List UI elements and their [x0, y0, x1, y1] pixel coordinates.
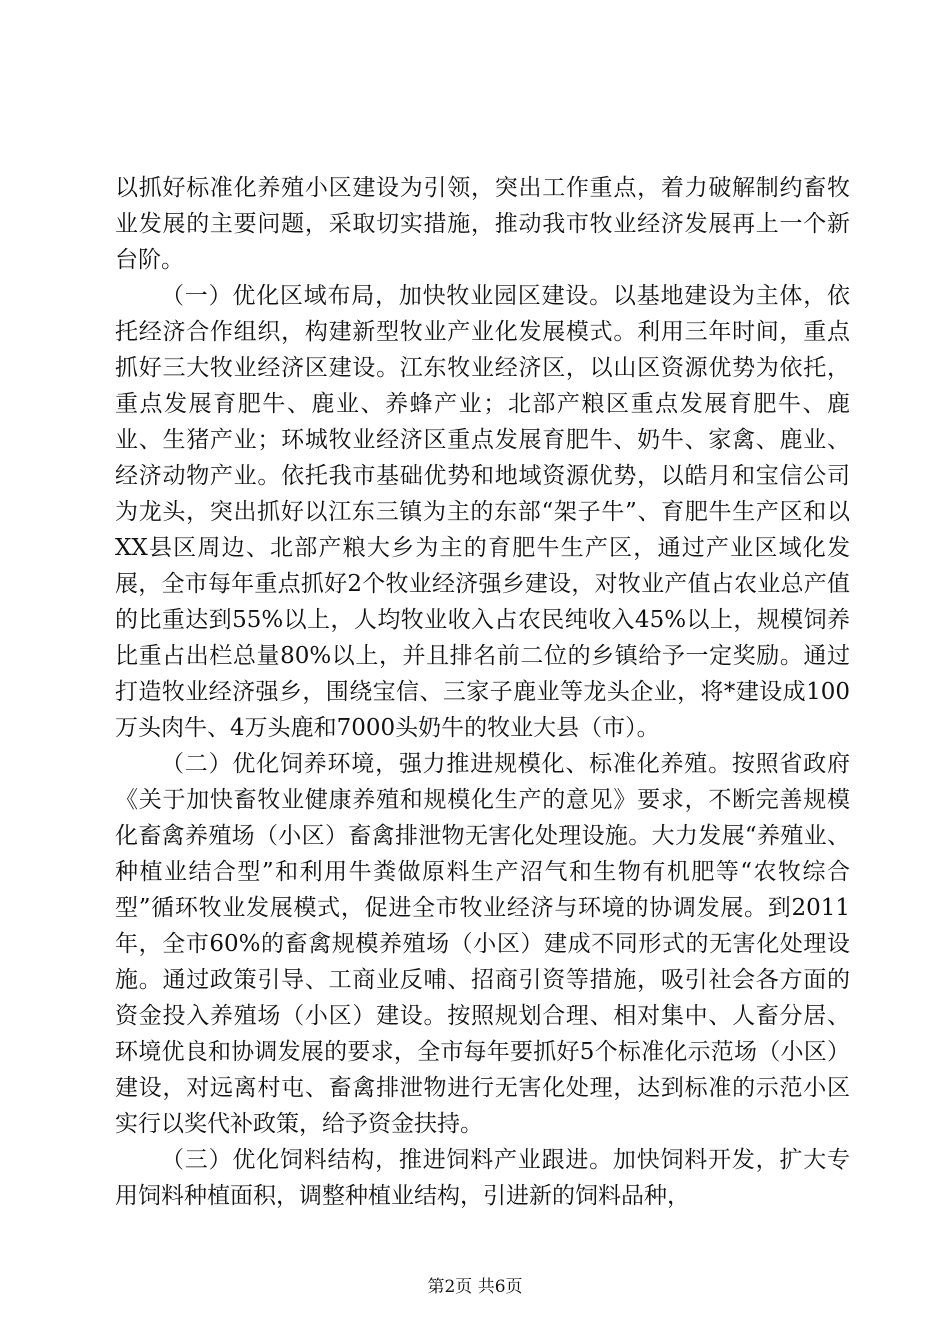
- document-body: [115, 170, 850, 1214]
- paragraph-section-1: （一）优化区域布局，加快牧业园区建设。以基地建设为主体，依托经济合作组织，构建新型牧业产业化发展模式。利用三年时间，重点抓好三大牧业经济区建设。江东牧业经济区，以山区资源优势为依托，重点发展育肥牛、鹿业、养蜂产业；北部产粮区重点发展育肥牛、鹿业、生猪产业；环城牧业经济区重点发展育肥牛、奶牛、家禽、鹿业、经济动物产业。依托我市基础优势和地域资源优势，以皓月和宝信公司为龙头，突出抓好以江东三镇为主的东部“架子牛”、育肥牛生产区和以XX县区周边、北部产粮大乡为主的育肥牛生产区，通过产业区域化发展，全市每年重点抓好2个牧业经济强乡建设，对牧业产值占农业总产值的比重达到55%以上，人均牧业收入占农民纯收入45%以上，规模饲养比重占出栏总量80%以上，并且排名前二位的乡镇给予一定奖励。通过打造牧业经济强乡，围绕宝信、三家子鹿业等龙头企业，将*建设成100万头肉牛、4万头鹿和7000头奶牛的牧业大县（市）。: [115, 283, 850, 741]
- page-number-footer: 第2页 共6页: [427, 1277, 523, 1297]
- paragraph-intro-continuation: 以抓好标准化养殖小区建设为引领，突出工作重点，着力破解制约畜牧业发展的主要问题，采取切实措施，推动我市牧业经济发展再上一个新台阶。: [115, 175, 850, 273]
- paragraph-section-2: （二）优化饲养环境，强力推进规模化、标准化养殖。按照省政府《关于加快畜牧业健康养殖和规模化生产的意见》要求，不断完善规模化畜禽养殖场（小区）畜禽排泄物无害化处理设施。大力发展“养殖业、种植业结合型”和利用牛粪做原料生产沼气和生物有机肥等“农牧综合型”循环牧业发展模式，促进全市牧业经济与环境的协调发展。到2011年，全市60%的畜禽规模养殖场（小区）建成不同形式的无害化处理设施。通过政策引导、工商业反哺、招商引资等措施，吸引社会各方面的资金投入养殖场（小区）建设。按照规划合理、相对集中、人畜分居、环境优良和协调发展的要求，全市每年要抓好5个标准化示范场（小区）建设，对远离村屯、畜禽排泄物进行无害化处理，达到标准的示范小区实行以奖代补政策，给予资金扶持。: [115, 751, 850, 1137]
- paragraph-section-3: （三）优化饲料结构，推进饲料产业跟进。加快饲料开发，扩大专用饲料种植面积，调整种植业结构，引进新的饲料品种，: [115, 1147, 850, 1209]
